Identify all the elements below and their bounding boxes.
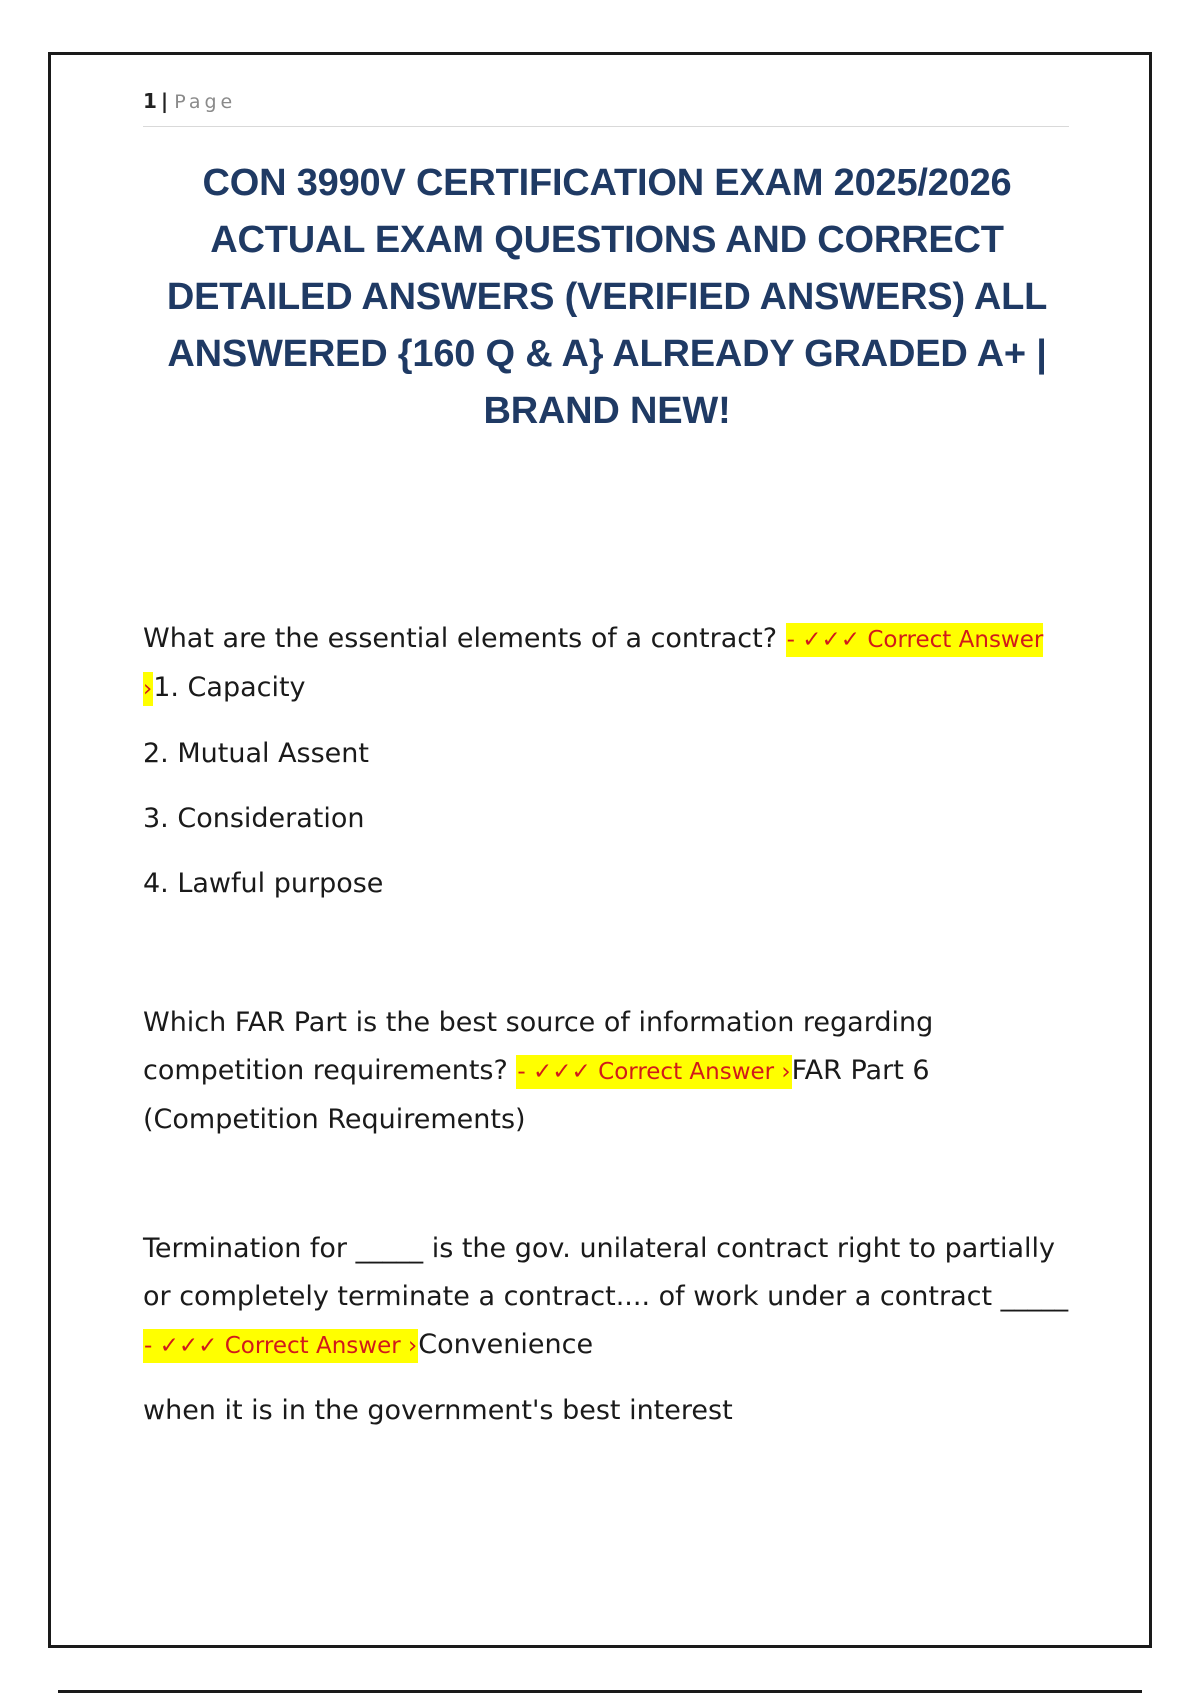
qa-item [143, 1225, 1073, 1435]
question-text: What are the essential elements of a contract? [143, 623, 778, 654]
qa-item [143, 999, 1073, 1144]
page-label: Page [174, 91, 237, 113]
answer-text: Convenience [418, 1329, 594, 1360]
correct-answer-tag: - ✓✓✓ Correct Answer › [143, 1329, 418, 1363]
bottom-divider [58, 1690, 1142, 1693]
page-number: 1 [143, 89, 157, 113]
answer-text: 1. Capacity [153, 672, 306, 703]
question-text: Which FAR Part is the best source of information regarding competition requirements? [143, 1007, 934, 1086]
answer-list-item: 3. Consideration [143, 803, 365, 834]
correct-answer-tag: - ✓✓✓ Correct Answer › [143, 623, 1043, 706]
answer-list-item: 2. Mutual Assent [143, 738, 369, 769]
page-header [143, 85, 1069, 127]
answer-detail: when it is in the government's best interest [143, 1395, 733, 1426]
document-title: CON 3990V CERTIFICATION EXAM 2025/2026 ACTUAL EXAM QUESTIONS AND CORRECT DETAILED ANSWERS (VERIFIED ANSWERS) ALL ANSWERED {160 Q & A} ALREADY GRADED A+ | BRAND NEW! [166, 162, 1048, 432]
page-separator: | [160, 89, 169, 113]
answer-list-item: 4. Lawful purpose [143, 868, 384, 899]
answer-text: FAR Part 6 (Competition Requirements) [143, 1055, 930, 1135]
correct-answer-tag: - ✓✓✓ Correct Answer › [516, 1055, 791, 1089]
question-text: Termination for _____ is the gov. unilateral contract right to partially or completely terminate a contract.... of work under a contract _____ [143, 1233, 1069, 1312]
qa-item [143, 615, 1073, 908]
document-page [48, 52, 1152, 1648]
